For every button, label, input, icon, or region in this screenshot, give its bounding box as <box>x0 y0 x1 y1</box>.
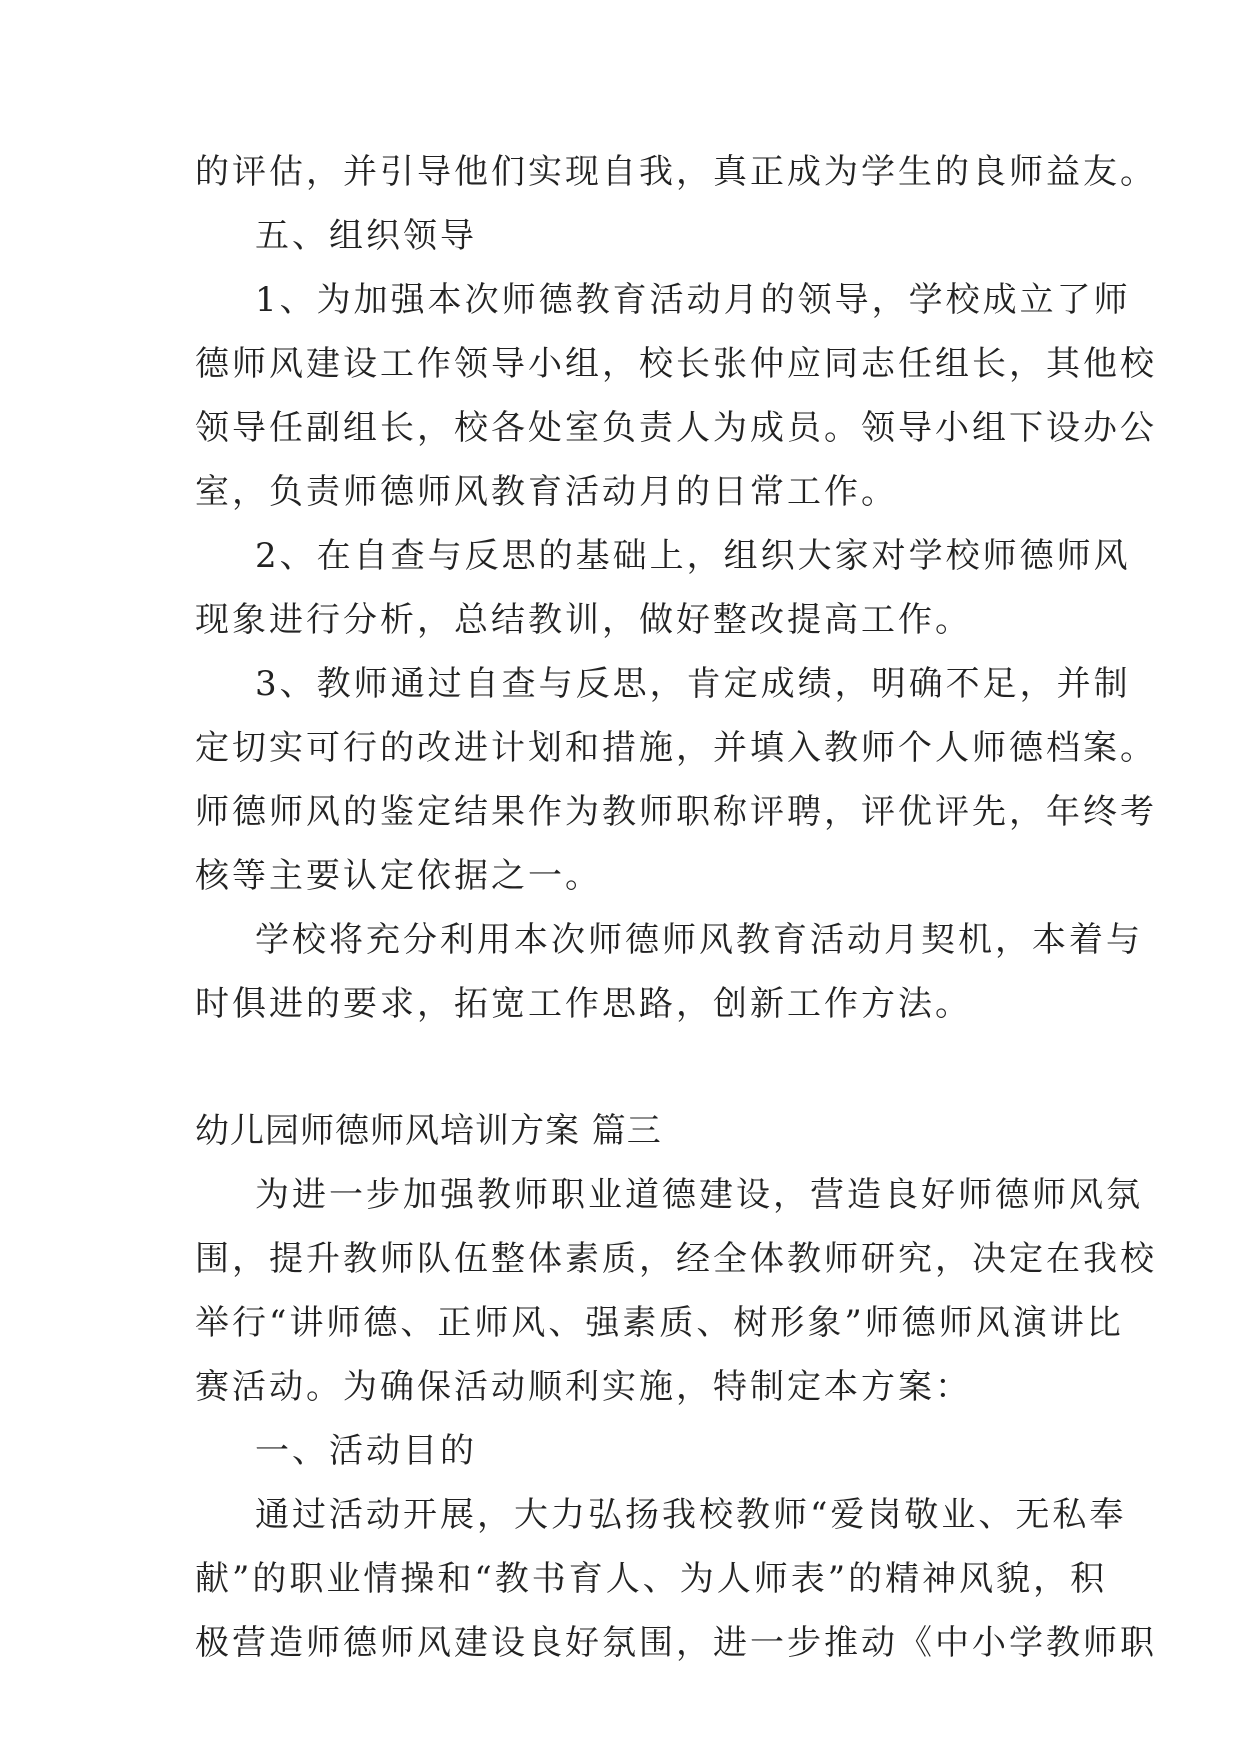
body-text-line: 时俱进的要求，拓宽工作思路，创新工作方法。 <box>195 984 972 1024</box>
body-text-line: 通过活动开展，大力弘扬我校教师“爱岗敬业、无私奉 <box>255 1495 1127 1535</box>
body-text-line: 德师风建设工作领导小组，校长张仲应同志任组长，其他校 <box>195 344 1157 384</box>
body-text-line: 领导任副组长，校各处室负责人为成员。领导小组下设办公 <box>195 408 1157 448</box>
body-text-line: 定切实可行的改进计划和措施，并填入教师个人师德档案。 <box>195 728 1157 768</box>
document-section-title: 幼儿园师德师风培训方案 篇三 <box>195 1111 662 1151</box>
body-text-line: 献”的职业情操和“教书育人、为人师表”的精神风貌，积 <box>195 1559 1108 1599</box>
section-heading-organization: 五、组织领导 <box>255 216 477 256</box>
section-heading-objective: 一、活动目的 <box>255 1431 477 1471</box>
body-text-line: 围，提升教师队伍整体素质，经全体教师研究，决定在我校 <box>195 1239 1157 1279</box>
body-text-line: 极营造师德师风建设良好氛围，进一步推动《中小学教师职 <box>195 1623 1157 1663</box>
body-text-line: 1、为加强本次师德教育活动月的领导，学校成立了师 <box>255 280 1131 320</box>
body-text-line: 为进一步加强教师职业道德建设，营造良好师德师风氛 <box>255 1175 1143 1215</box>
body-text-line: 2、在自查与反思的基础上，组织大家对学校师德师风 <box>255 536 1131 576</box>
body-text-line: 现象进行分析，总结教训，做好整改提高工作。 <box>195 600 972 640</box>
body-text-line: 赛活动。为确保活动顺利实施，特制定本方案： <box>195 1367 972 1407</box>
body-text-line: 师德师风的鉴定结果作为教师职称评聘，评优评先，年终考 <box>195 792 1157 832</box>
body-text-line: 核等主要认定依据之一。 <box>195 856 602 896</box>
body-text-line: 举行“讲师德、正师风、强素质、树形象”师德师风演讲比 <box>195 1303 1124 1343</box>
body-text-line: 3、教师通过自查与反思，肯定成绩，明确不足，并制 <box>255 664 1131 704</box>
body-text-line: 学校将充分利用本次师德师风教育活动月契机，本着与 <box>255 920 1143 960</box>
body-text-line: 室，负责师德师风教育活动月的日常工作。 <box>195 472 898 512</box>
body-text-line: 的评估，并引导他们实现自我，真正成为学生的良师益友。 <box>195 152 1157 192</box>
